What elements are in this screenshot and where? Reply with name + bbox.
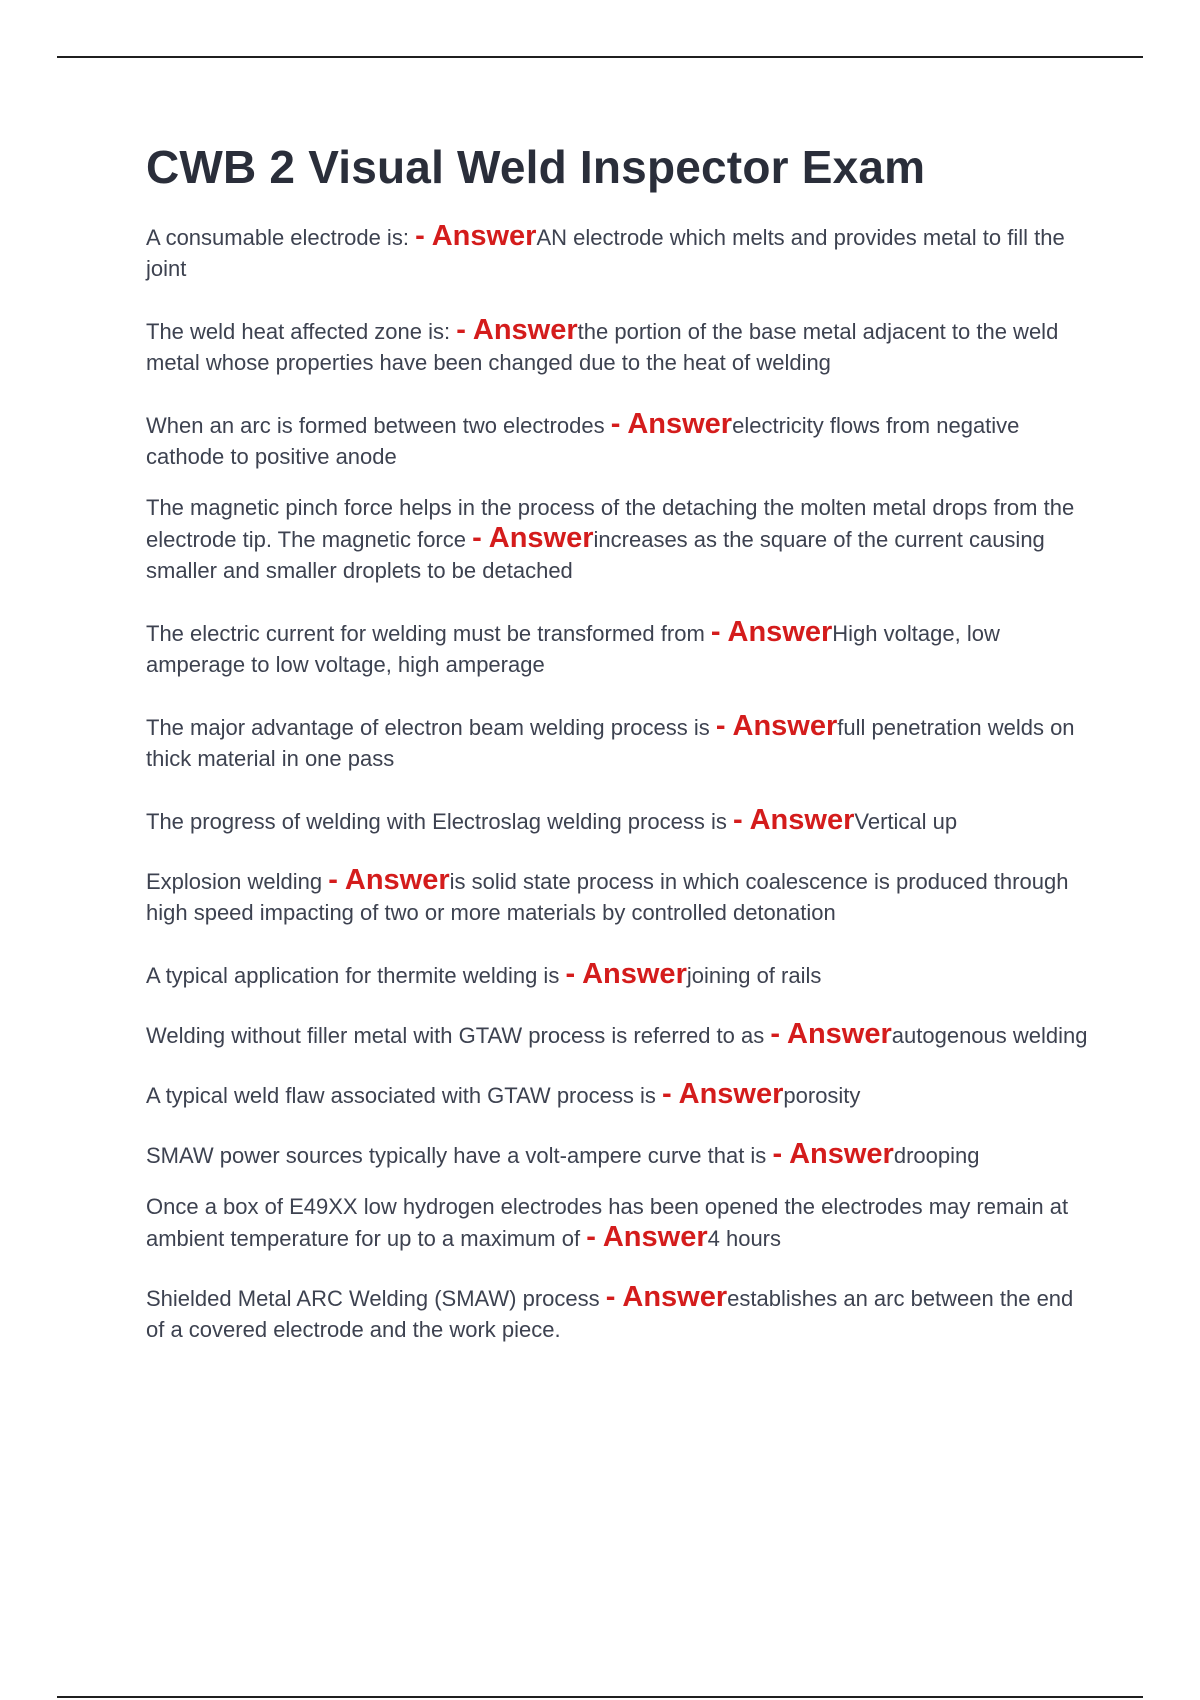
bottom-rule xyxy=(57,1696,1143,1698)
qa-item xyxy=(146,1191,1096,1254)
answer-text: porosity xyxy=(783,1083,861,1109)
question-text: A consumable electrode is: xyxy=(146,225,409,251)
answer-marker: - Answer xyxy=(715,710,838,743)
qa-item xyxy=(146,1282,1096,1345)
qa-item xyxy=(146,409,1096,472)
question-text: The electric current for welding must be transformed from xyxy=(146,621,705,647)
answer-text: increases as the square of the current causing smaller and smaller droplets to be detached xyxy=(146,527,1045,584)
answer-text: autogenous welding xyxy=(891,1023,1088,1049)
answer-text: drooping xyxy=(893,1143,980,1169)
question-text: The progress of welding with Electroslag welding process is xyxy=(146,809,727,835)
question-text: SMAW power sources typically have a volt-ampere curve that is xyxy=(146,1143,767,1169)
qa-item xyxy=(146,1079,1096,1111)
answer-marker: - Answer xyxy=(732,804,855,837)
qa-item xyxy=(146,221,1096,284)
qa-item xyxy=(146,1019,1096,1051)
answer-text: the portion of the base metal adjacent to the weld metal whose properties have been changed due to the heat of welding xyxy=(146,319,1059,376)
answer-marker: - Answer xyxy=(770,1018,892,1051)
answer-marker: - Answer xyxy=(472,522,594,555)
answer-text: 4 hours xyxy=(707,1226,782,1252)
answer-text: full penetration welds on thick material in one pass xyxy=(146,715,1075,772)
answer-marker: - Answer xyxy=(772,1138,894,1171)
answer-text: High voltage, low amperage to low voltage, high amperage xyxy=(146,621,1000,678)
answer-marker: - Answer xyxy=(605,1281,728,1314)
qa-item xyxy=(146,315,1096,378)
top-rule xyxy=(57,56,1143,58)
qa-item xyxy=(146,711,1096,774)
qa-item xyxy=(146,492,1096,586)
question-text: A typical application for thermite welding is xyxy=(146,963,560,989)
qa-item xyxy=(146,617,1096,680)
answer-text: Vertical up xyxy=(854,809,958,835)
page-title: CWB 2 Visual Weld Inspector Exam xyxy=(146,141,926,193)
qa-item xyxy=(146,805,1096,837)
question-text: When an arc is formed between two electrodes xyxy=(146,413,605,439)
question-text: The major advantage of electron beam welding process is xyxy=(146,715,710,741)
question-text: The magnetic pinch force helps in the process of the detaching the molten metal drops from the electrode tip. The magnetic force xyxy=(146,495,1075,553)
answer-marker: - Answer xyxy=(610,408,733,441)
question-text: The weld heat affected zone is: xyxy=(146,319,451,345)
answer-text: is solid state process in which coalescence is produced through high speed impacting of two or more materials by controlled detonation xyxy=(146,869,1069,926)
question-text: Welding without filler metal with GTAW process is referred to as xyxy=(146,1023,765,1049)
question-text: Shielded Metal ARC Welding (SMAW) process xyxy=(146,1286,600,1312)
question-text: Once a box of E49XX low hydrogen electrodes has been opened the electrodes may remain at ambient temperature for up to a maximum of xyxy=(146,1194,1069,1252)
answer-marker: - Answer xyxy=(586,1221,708,1254)
answer-text: AN electrode which melts and provides metal to fill the joint xyxy=(146,225,1065,282)
qa-item xyxy=(146,865,1096,928)
answer-marker: - Answer xyxy=(328,864,450,897)
answer-text: establishes an arc between the end of a covered electrode and the work piece. xyxy=(146,1286,1074,1343)
answer-text: joining of rails xyxy=(686,963,822,989)
question-text: Explosion welding xyxy=(146,869,323,895)
qa-item xyxy=(146,959,1096,991)
document-body xyxy=(146,140,1096,1345)
answer-marker: - Answer xyxy=(456,314,578,347)
qa-item xyxy=(146,1139,1096,1171)
answer-marker: - Answer xyxy=(415,220,537,253)
answer-text: electricity flows from negative cathode to positive anode xyxy=(146,413,1020,470)
question-text: A typical weld flaw associated with GTAW process is xyxy=(146,1083,656,1109)
answer-marker: - Answer xyxy=(565,958,687,991)
answer-marker: - Answer xyxy=(710,616,833,649)
answer-marker: - Answer xyxy=(661,1078,784,1111)
